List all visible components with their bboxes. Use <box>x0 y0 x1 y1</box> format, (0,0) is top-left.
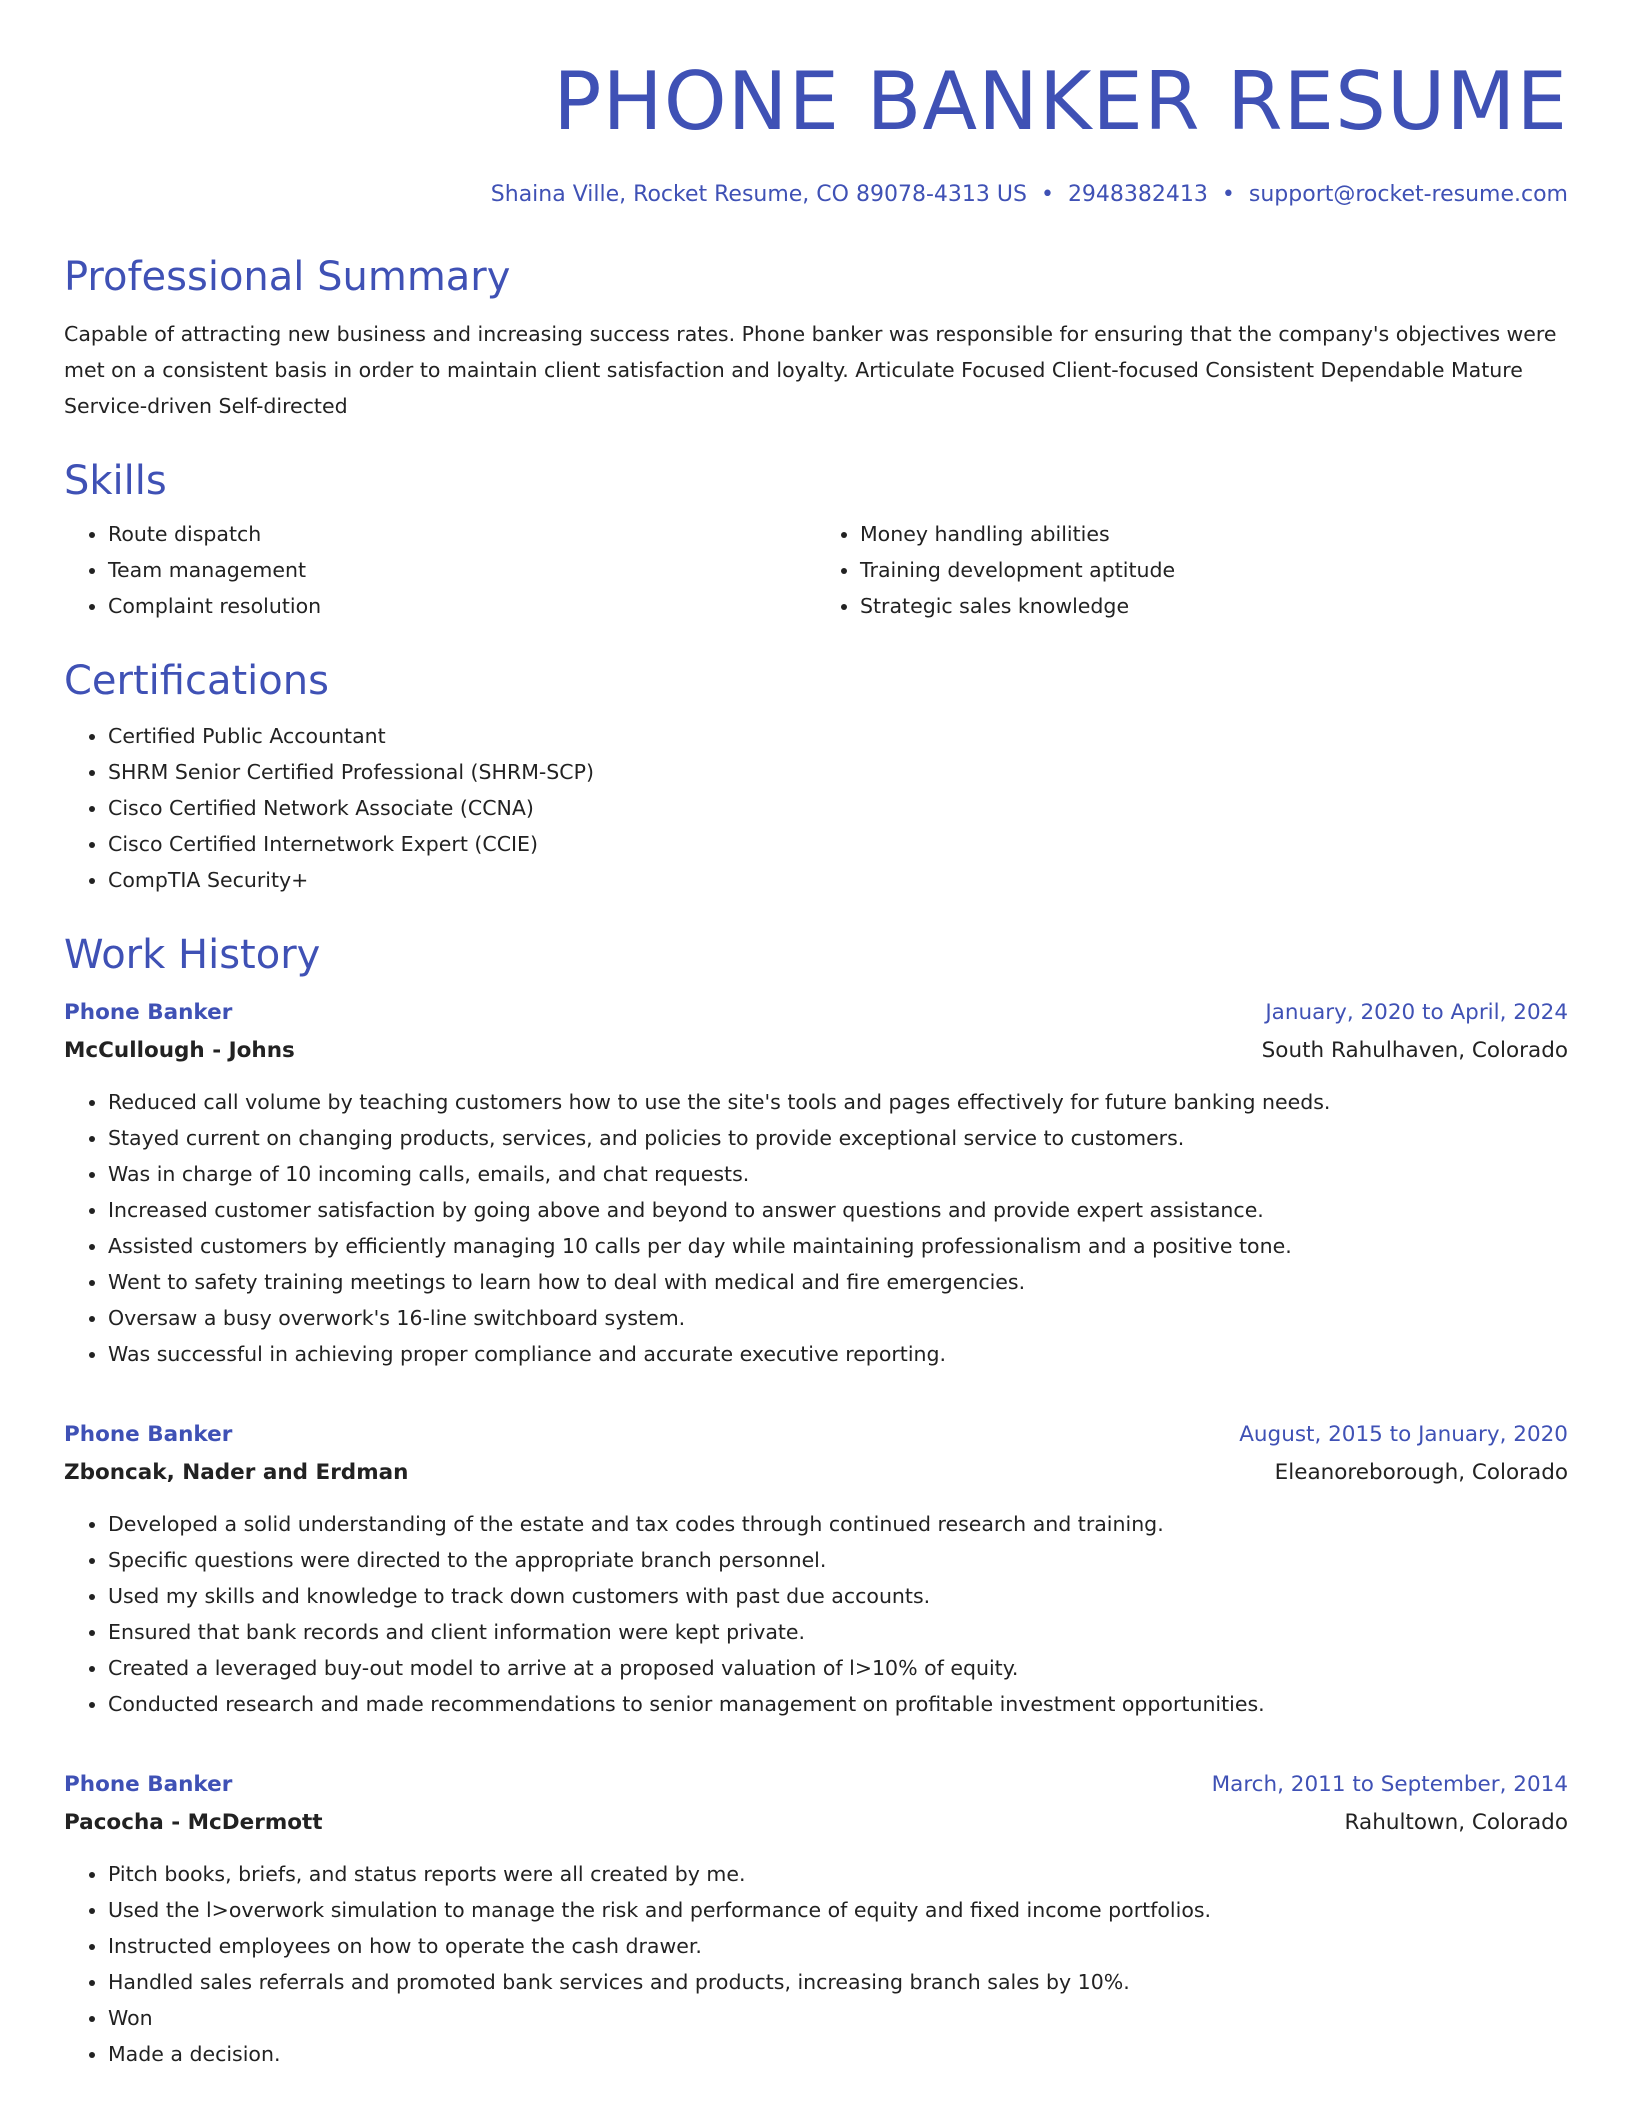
job-header-row <box>64 1766 1568 1804</box>
job-title: Phone Banker <box>64 1422 233 1447</box>
skill-item: • Complaint resolution <box>108 588 816 624</box>
certifications-list <box>64 718 1568 898</box>
job-header-row <box>64 994 1568 1032</box>
job-bullet: • Oversaw a busy overwork's 16-line switchboard system. <box>108 1300 1568 1336</box>
skill-item: • Route dispatch <box>108 516 816 552</box>
skills-section <box>64 456 1568 624</box>
job-bullet: • Created a leveraged buy-out model to arrive at a proposed valuation of l>10% of equity. <box>108 1650 1568 1686</box>
certification-item: • CompTIA Security+ <box>108 862 1568 898</box>
job-bullet: • Was successful in achieving proper compliance and accurate executive reporting. <box>108 1336 1568 1372</box>
resume-page <box>64 0 1568 2072</box>
summary-section <box>64 252 1568 424</box>
job-header-row <box>64 1416 1568 1454</box>
job-company-row <box>64 1804 1568 1842</box>
job-title: Phone Banker <box>64 1000 233 1025</box>
skills-list-right <box>816 516 1568 624</box>
job-location: Rahultown, Colorado <box>1344 1810 1568 1835</box>
work-history-heading: Work History <box>64 932 321 978</box>
summary-heading: Professional Summary <box>64 254 511 300</box>
certifications-section <box>64 656 1568 898</box>
job-bullet: • Used the l>overwork simulation to manage the risk and performance of equity and fixed income portfolios. <box>108 1892 1568 1928</box>
job-entry <box>64 1766 1568 2072</box>
contact-email: support@rocket-resume.com <box>1248 182 1568 207</box>
contact-address: Shaina Ville, Rocket Resume, CO 89078-4313 US <box>490 182 1027 207</box>
job-bullet: • Made a decision. <box>108 2036 1568 2072</box>
job-dates: August, 2015 to January, 2020 <box>1239 1422 1568 1447</box>
skills-list-left <box>64 516 816 624</box>
contact-line <box>64 180 1568 210</box>
job-bullet: • Developed a solid understanding of the estate and tax codes through continued research and training. <box>108 1506 1568 1542</box>
job-company: Zboncak, Nader and Erdman <box>64 1460 409 1485</box>
job-dates: March, 2011 to September, 2014 <box>1211 1772 1568 1797</box>
page-title: PHONE BANKER RESUME <box>553 55 1568 148</box>
job-company-row <box>64 1032 1568 1070</box>
job-bullet: • Won <box>108 2000 1568 2036</box>
contact-phone: 2948382413 <box>1067 182 1208 207</box>
job-bullet: • Used my skills and knowledge to track down customers with past due accounts. <box>108 1578 1568 1614</box>
skill-item: • Team management <box>108 552 816 588</box>
skill-item: • Training development aptitude <box>860 552 1568 588</box>
certifications-heading: Certifications <box>64 658 329 704</box>
job-bullet: • Handled sales referrals and promoted bank services and products, increasing branch sales by 10%. <box>108 1964 1568 2000</box>
job-company-row <box>64 1454 1568 1492</box>
job-bullet: • Instructed employees on how to operate the cash drawer. <box>108 1928 1568 1964</box>
certification-item: • Certified Public Accountant <box>108 718 1568 754</box>
job-title: Phone Banker <box>64 1772 233 1797</box>
job-bullet: • Reduced call volume by teaching customers how to use the site's tools and pages effectively for future banking needs. <box>108 1084 1568 1120</box>
job-bullet-list <box>64 1084 1568 1372</box>
skills-grid <box>64 516 1568 624</box>
job-company: McCullough - Johns <box>64 1038 295 1063</box>
job-bullet: • Went to safety training meetings to learn how to deal with medical and fire emergencies. <box>108 1264 1568 1300</box>
certification-item: • Cisco Certified Internetwork Expert (CCIE) <box>108 826 1568 862</box>
job-bullet: • Ensured that bank records and client information were kept private. <box>108 1614 1568 1650</box>
job-dates: January, 2020 to April, 2024 <box>1265 1000 1568 1025</box>
job-entry <box>64 1416 1568 1722</box>
certification-item: • SHRM Senior Certified Professional (SHRM-SCP) <box>108 754 1568 790</box>
contact-separator: • <box>1040 182 1054 207</box>
work-history-section <box>64 930 1568 2072</box>
contact-separator: • <box>1221 182 1235 207</box>
summary-text: Capable of attracting new business and increasing success rates. Phone banker was responsible for ensuring that the company's objectives were met on a consistent basis in order to maintain client satisfaction and loyalty. Articulate Focused Client-focused Consistent Dependable Mature Service-driven Self-directed <box>64 322 1557 418</box>
job-bullet: • Increased customer satisfaction by going above and beyond to answer questions and provide expert assistance. <box>108 1192 1568 1228</box>
job-bullet: • Was in charge of 10 incoming calls, emails, and chat requests. <box>108 1156 1568 1192</box>
job-bullet-list <box>64 1856 1568 2072</box>
skills-heading: Skills <box>64 458 167 504</box>
job-bullet: • Assisted customers by efficiently managing 10 calls per day while maintaining professionalism and a positive tone. <box>108 1228 1568 1264</box>
job-bullet-list <box>64 1506 1568 1722</box>
job-location: Eleanoreborough, Colorado <box>1274 1460 1568 1485</box>
job-bullet: • Pitch books, briefs, and status reports were all created by me. <box>108 1856 1568 1892</box>
skill-item: • Money handling abilities <box>860 516 1568 552</box>
job-bullet: • Specific questions were directed to the appropriate branch personnel. <box>108 1542 1568 1578</box>
skill-item: • Strategic sales knowledge <box>860 588 1568 624</box>
job-bullet: • Stayed current on changing products, services, and policies to provide exceptional service to customers. <box>108 1120 1568 1156</box>
job-entry <box>64 994 1568 1372</box>
certification-item: • Cisco Certified Network Associate (CCNA) <box>108 790 1568 826</box>
job-bullet: • Conducted research and made recommendations to senior management on profitable investment opportunities. <box>108 1686 1568 1722</box>
job-company: Pacocha - McDermott <box>64 1810 323 1835</box>
job-location: South Rahulhaven, Colorado <box>1261 1038 1568 1063</box>
